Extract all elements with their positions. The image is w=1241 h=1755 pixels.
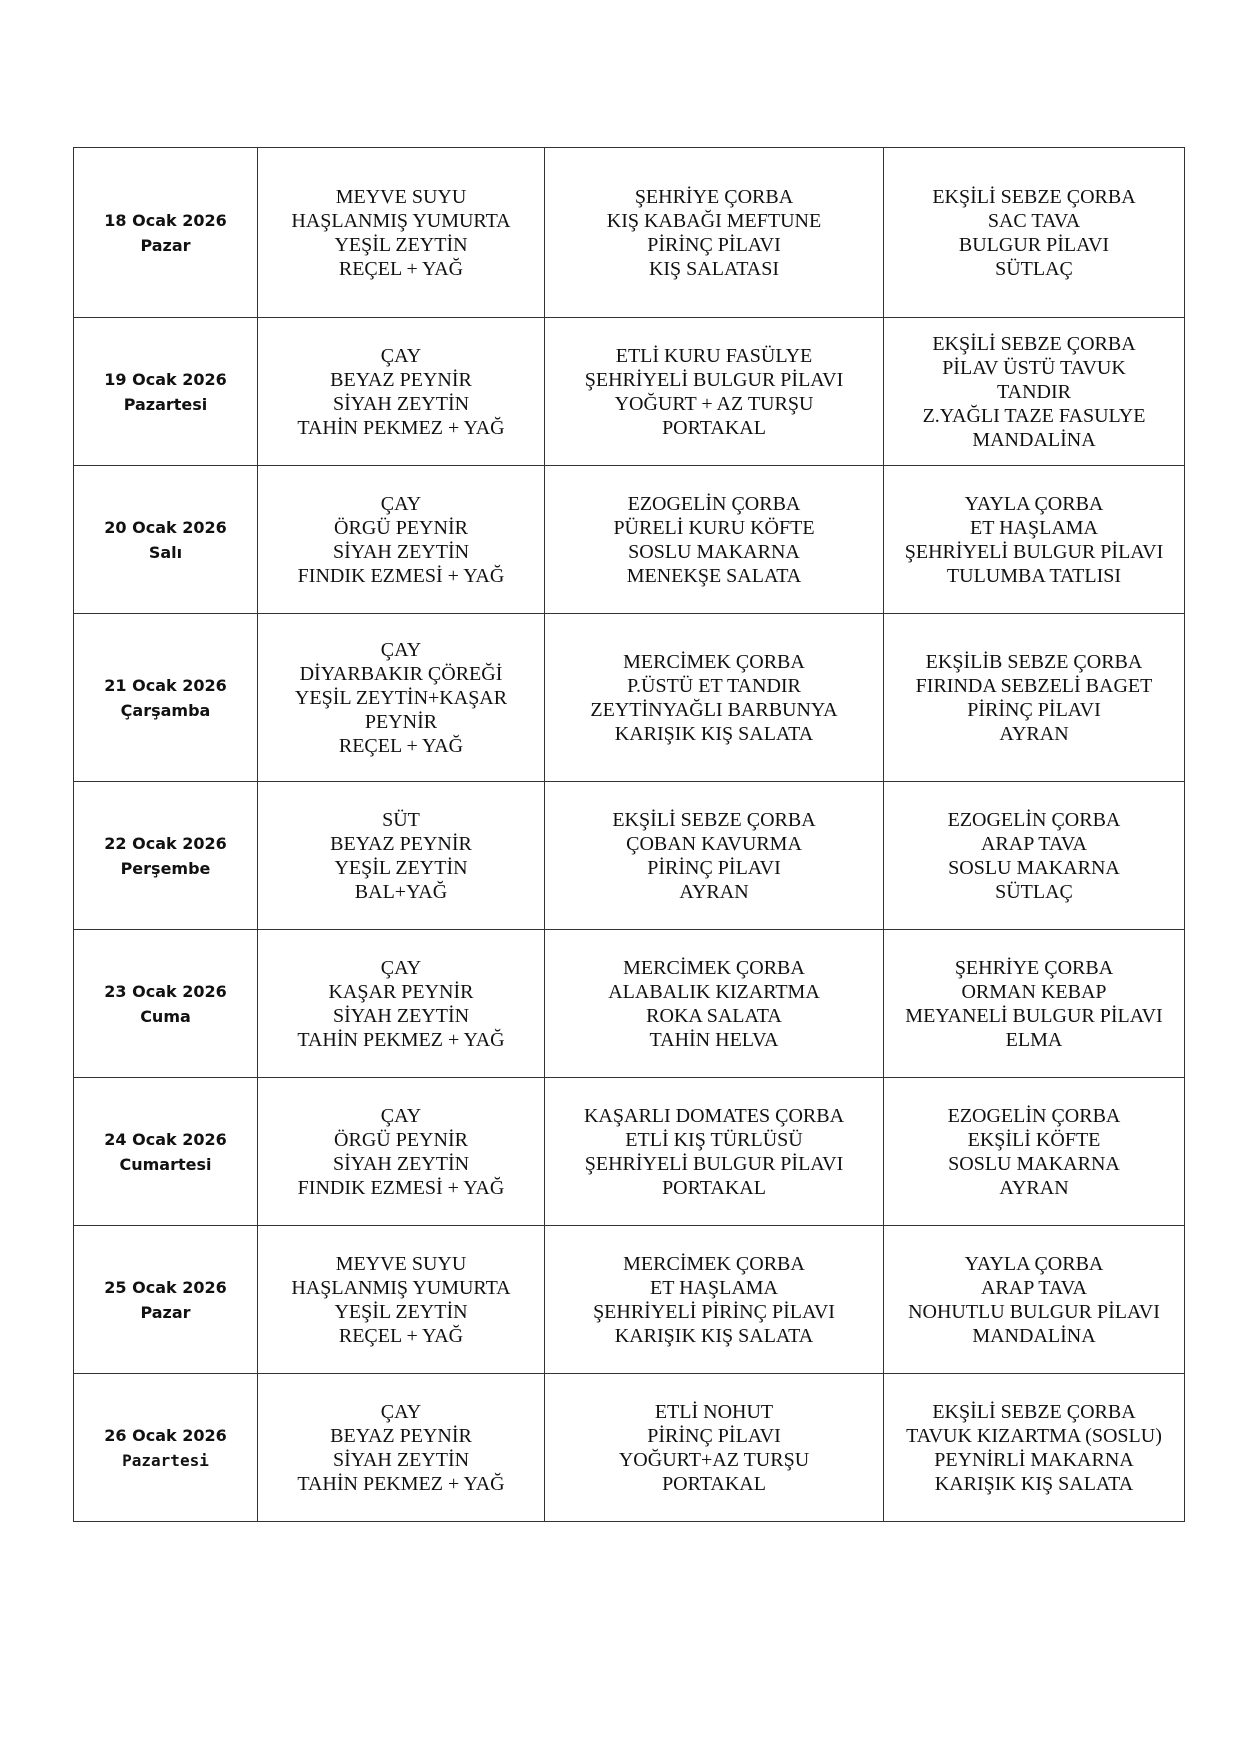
menu-item: Z.YAĞLI TAZE FASULYE xyxy=(922,404,1146,427)
day-name: Perşembe xyxy=(120,858,211,878)
day-name: Pazartesi xyxy=(122,1450,209,1470)
menu-item: SÜTLAÇ xyxy=(995,257,1073,280)
menu-row xyxy=(74,614,1185,782)
menu-row xyxy=(74,148,1185,318)
date-text: 26 Ocak 2026 xyxy=(104,1425,227,1445)
menu-item: SÜTLAÇ xyxy=(995,880,1073,903)
day-name: Pazar xyxy=(140,235,191,255)
breakfast-cell xyxy=(258,318,545,466)
menu-item: MANDALİNA xyxy=(972,428,1096,451)
date-text: 19 Ocak 2026 xyxy=(104,369,227,389)
menu-row xyxy=(74,466,1185,614)
menu-item: SOSLU MAKARNA xyxy=(948,856,1120,879)
menu-item: BEYAZ PEYNİR xyxy=(330,832,472,855)
lunch-cell xyxy=(545,148,884,318)
menu-item: MEYVE SUYU xyxy=(335,1252,467,1275)
breakfast-cell xyxy=(258,930,545,1078)
lunch-cell xyxy=(545,1226,884,1374)
dinner-cell xyxy=(884,1226,1185,1374)
menu-item: MERCİMEK ÇORBA xyxy=(623,650,805,673)
menu-item: EKŞİLİ SEBZE ÇORBA xyxy=(932,1400,1136,1423)
menu-item: KIŞ KABAĞI MEFTUNE xyxy=(606,209,822,232)
menu-row xyxy=(74,1226,1185,1374)
menu-item: SAC TAVA xyxy=(987,209,1081,232)
dinner-cell xyxy=(884,1078,1185,1226)
menu-item: KAŞAR PEYNİR xyxy=(328,980,474,1003)
menu-item: ÇAY xyxy=(380,344,422,367)
menu-item: EZOGELİN ÇORBA xyxy=(947,808,1121,831)
menu-table-body xyxy=(74,148,1185,1522)
menu-item: FINDIK EZMESİ + YAĞ xyxy=(297,564,505,587)
dinner-cell xyxy=(884,782,1185,930)
menu-item: ŞEHRİYE ÇORBA xyxy=(954,956,1114,979)
menu-row xyxy=(74,782,1185,930)
breakfast-cell xyxy=(258,782,545,930)
menu-item: ET HAŞLAMA xyxy=(650,1276,778,1299)
breakfast-cell xyxy=(258,148,545,318)
menu-item: PİRİNÇ PİLAVI xyxy=(647,856,781,879)
date-cell xyxy=(74,1374,258,1522)
menu-item: MERCİMEK ÇORBA xyxy=(623,956,805,979)
menu-item: YAYLA ÇORBA xyxy=(964,492,1104,515)
menu-item: BEYAZ PEYNİR xyxy=(330,1424,472,1447)
day-name: Çarşamba xyxy=(120,700,211,720)
day-name: Pazar xyxy=(140,1302,191,1322)
menu-item: REÇEL + YAĞ xyxy=(338,257,464,280)
menu-row xyxy=(74,318,1185,466)
breakfast-cell xyxy=(258,1374,545,1522)
date-cell xyxy=(74,930,258,1078)
menu-item: AYRAN xyxy=(999,722,1069,745)
menu-item: EKŞİLİB SEBZE ÇORBA xyxy=(925,650,1143,673)
lunch-cell xyxy=(545,782,884,930)
menu-item: ÇAY xyxy=(380,638,422,661)
menu-item: ÖRGÜ PEYNİR xyxy=(334,1128,468,1151)
menu-item: BAL+YAĞ xyxy=(354,880,448,903)
menu-item: ÇAY xyxy=(380,956,422,979)
menu-item: PÜRELİ KURU KÖFTE xyxy=(613,516,815,539)
menu-item: ÇAY xyxy=(380,1400,422,1423)
date-text: 23 Ocak 2026 xyxy=(104,981,227,1001)
menu-item: YEŞİL ZEYTİN xyxy=(334,1300,468,1323)
day-name: Cumartesi xyxy=(119,1154,212,1174)
menu-item: ELMA xyxy=(1005,1028,1063,1051)
menu-item: ÇAY xyxy=(380,1104,422,1127)
menu-item: PİRİNÇ PİLAVI xyxy=(647,1424,781,1447)
dinner-cell xyxy=(884,930,1185,1078)
menu-item: MEYANELİ BULGUR PİLAVI xyxy=(905,1004,1163,1027)
menu-item: PORTAKAL xyxy=(662,1472,766,1495)
menu-item: TAHİN PEKMEZ + YAĞ xyxy=(297,1472,505,1495)
menu-item: ÇOBAN KAVURMA xyxy=(626,832,802,855)
menu-item: SİYAH ZEYTİN xyxy=(332,540,470,563)
menu-item: ET HAŞLAMA xyxy=(970,516,1098,539)
menu-item: FIRINDA SEBZELİ BAGET xyxy=(915,674,1153,697)
menu-item: TAVUK KIZARTMA (SOSLU) xyxy=(906,1424,1162,1447)
date-text: 20 Ocak 2026 xyxy=(104,517,227,537)
menu-item: MENEKŞE SALATA xyxy=(626,564,802,587)
menu-item: TAHİN HELVA xyxy=(649,1028,779,1051)
menu-row xyxy=(74,1374,1185,1522)
lunch-cell xyxy=(545,1078,884,1226)
menu-item: DİYARBAKIR ÇÖREĞİ xyxy=(299,662,503,685)
menu-item: YEŞİL ZEYTİN xyxy=(334,856,468,879)
menu-item: PİRİNÇ PİLAVI xyxy=(967,698,1101,721)
menu-item: ŞEHRİYELİ BULGUR PİLAVI xyxy=(584,1152,844,1175)
menu-item: MANDALİNA xyxy=(972,1324,1096,1347)
day-name: Salı xyxy=(148,542,183,562)
menu-item: MERCİMEK ÇORBA xyxy=(623,1252,805,1275)
menu-item: YOĞURT+AZ TURŞU xyxy=(618,1448,810,1471)
menu-item: TAHİN PEKMEZ + YAĞ xyxy=(297,1028,505,1051)
menu-item: ORMAN KEBAP xyxy=(961,980,1107,1003)
menu-item: FINDIK EZMESİ + YAĞ xyxy=(297,1176,505,1199)
lunch-cell xyxy=(545,614,884,782)
menu-item: BULGUR PİLAVI xyxy=(958,233,1110,256)
menu-item: EKŞİLİ SEBZE ÇORBA xyxy=(932,185,1136,208)
lunch-cell xyxy=(545,318,884,466)
menu-item: PİRİNÇ PİLAVI xyxy=(647,233,781,256)
menu-item: KARIŞIK KIŞ SALATA xyxy=(934,1472,1134,1495)
menu-row xyxy=(74,1078,1185,1226)
menu-item: EKŞİLİ SEBZE ÇORBA xyxy=(932,332,1136,355)
dinner-cell xyxy=(884,614,1185,782)
menu-item: EKŞİLİ SEBZE ÇORBA xyxy=(612,808,816,831)
date-text: 25 Ocak 2026 xyxy=(104,1277,227,1297)
menu-item: ZEYTİNYAĞLI BARBUNYA xyxy=(590,698,838,721)
menu-item: ÖRGÜ PEYNİR xyxy=(334,516,468,539)
menu-item: PEYNİR xyxy=(364,710,438,733)
breakfast-cell xyxy=(258,614,545,782)
dinner-cell xyxy=(884,148,1185,318)
menu-item: ŞEHRİYE ÇORBA xyxy=(634,185,794,208)
menu-item: ROKA SALATA xyxy=(646,1004,782,1027)
dinner-cell xyxy=(884,466,1185,614)
day-name: Cuma xyxy=(140,1006,191,1026)
menu-item: PEYNİRLİ MAKARNA xyxy=(934,1448,1134,1471)
menu-item: REÇEL + YAĞ xyxy=(338,734,464,757)
date-cell xyxy=(74,318,258,466)
date-cell xyxy=(74,782,258,930)
breakfast-cell xyxy=(258,1226,545,1374)
menu-item: EKŞİLİ KÖFTE xyxy=(967,1128,1101,1151)
menu-item: SÜT xyxy=(382,808,420,831)
menu-item: ALABALIK KIZARTMA xyxy=(608,980,820,1003)
date-cell xyxy=(74,148,258,318)
menu-item: ETLİ KURU FASÜLYE xyxy=(615,344,813,367)
menu-item: PİLAV ÜSTÜ TAVUK xyxy=(942,356,1126,379)
menu-item: REÇEL + YAĞ xyxy=(338,1324,464,1347)
lunch-cell xyxy=(545,930,884,1078)
menu-item: P.ÜSTÜ ET TANDIR xyxy=(627,674,801,697)
menu-item: ARAP TAVA xyxy=(980,832,1088,855)
menu-item: ŞEHRİYELİ PİRİNÇ PİLAVI xyxy=(593,1300,835,1323)
menu-item: KAŞARLI DOMATES ÇORBA xyxy=(583,1104,845,1127)
day-name: Pazartesi xyxy=(123,394,208,414)
menu-item: MEYVE SUYU xyxy=(335,185,467,208)
dinner-cell xyxy=(884,318,1185,466)
menu-item: SOSLU MAKARNA xyxy=(628,540,800,563)
menu-row xyxy=(74,930,1185,1078)
breakfast-cell xyxy=(258,466,545,614)
menu-item: SİYAH ZEYTİN xyxy=(332,1152,470,1175)
date-text: 18 Ocak 2026 xyxy=(104,210,227,230)
menu-item: HAŞLANMIŞ YUMURTA xyxy=(291,1276,511,1299)
menu-item: PORTAKAL xyxy=(662,416,766,439)
menu-item: SOSLU MAKARNA xyxy=(948,1152,1120,1175)
date-text: 24 Ocak 2026 xyxy=(104,1129,227,1149)
menu-item: NOHUTLU BULGUR PİLAVI xyxy=(908,1300,1160,1323)
lunch-cell xyxy=(545,1374,884,1522)
menu-item: KARIŞIK KIŞ SALATA xyxy=(614,1324,814,1347)
menu-item: YEŞİL ZEYTİN xyxy=(334,233,468,256)
menu-item: AYRAN xyxy=(679,880,749,903)
menu-item: KARIŞIK KIŞ SALATA xyxy=(614,722,814,745)
menu-item: YEŞİL ZEYTİN+KAŞAR xyxy=(294,686,508,709)
menu-item: ETLİ KIŞ TÜRLÜSÜ xyxy=(625,1128,803,1151)
menu-item: KIŞ SALATASI xyxy=(648,257,780,280)
menu-item: TANDIR xyxy=(997,380,1071,403)
date-text: 22 Ocak 2026 xyxy=(104,833,227,853)
menu-item: SİYAH ZEYTİN xyxy=(332,1004,470,1027)
date-cell xyxy=(74,1226,258,1374)
menu-item: ARAP TAVA xyxy=(980,1276,1088,1299)
lunch-cell xyxy=(545,466,884,614)
date-cell xyxy=(74,466,258,614)
menu-item: EZOGELİN ÇORBA xyxy=(947,1104,1121,1127)
menu-item: ŞEHRİYELİ BULGUR PİLAVI xyxy=(904,540,1164,563)
menu-item: HAŞLANMIŞ YUMURTA xyxy=(291,209,511,232)
menu-item: TULUMBA TATLISI xyxy=(946,564,1122,587)
menu-item: ŞEHRİYELİ BULGUR PİLAVI xyxy=(584,368,844,391)
menu-item: YAYLA ÇORBA xyxy=(964,1252,1104,1275)
date-cell xyxy=(74,1078,258,1226)
date-cell xyxy=(74,614,258,782)
dinner-cell xyxy=(884,1374,1185,1522)
menu-item: SİYAH ZEYTİN xyxy=(332,392,470,415)
menu-item: PORTAKAL xyxy=(662,1176,766,1199)
breakfast-cell xyxy=(258,1078,545,1226)
menu-item: AYRAN xyxy=(999,1176,1069,1199)
menu-item: SİYAH ZEYTİN xyxy=(332,1448,470,1471)
menu-table xyxy=(73,147,1185,1522)
menu-item: YOĞURT + AZ TURŞU xyxy=(614,392,814,415)
menu-item: TAHİN PEKMEZ + YAĞ xyxy=(297,416,505,439)
menu-item: ETLİ NOHUT xyxy=(654,1400,774,1423)
menu-item: ÇAY xyxy=(380,492,422,515)
menu-item: BEYAZ PEYNİR xyxy=(330,368,472,391)
date-text: 21 Ocak 2026 xyxy=(104,675,227,695)
menu-item: EZOGELİN ÇORBA xyxy=(627,492,801,515)
